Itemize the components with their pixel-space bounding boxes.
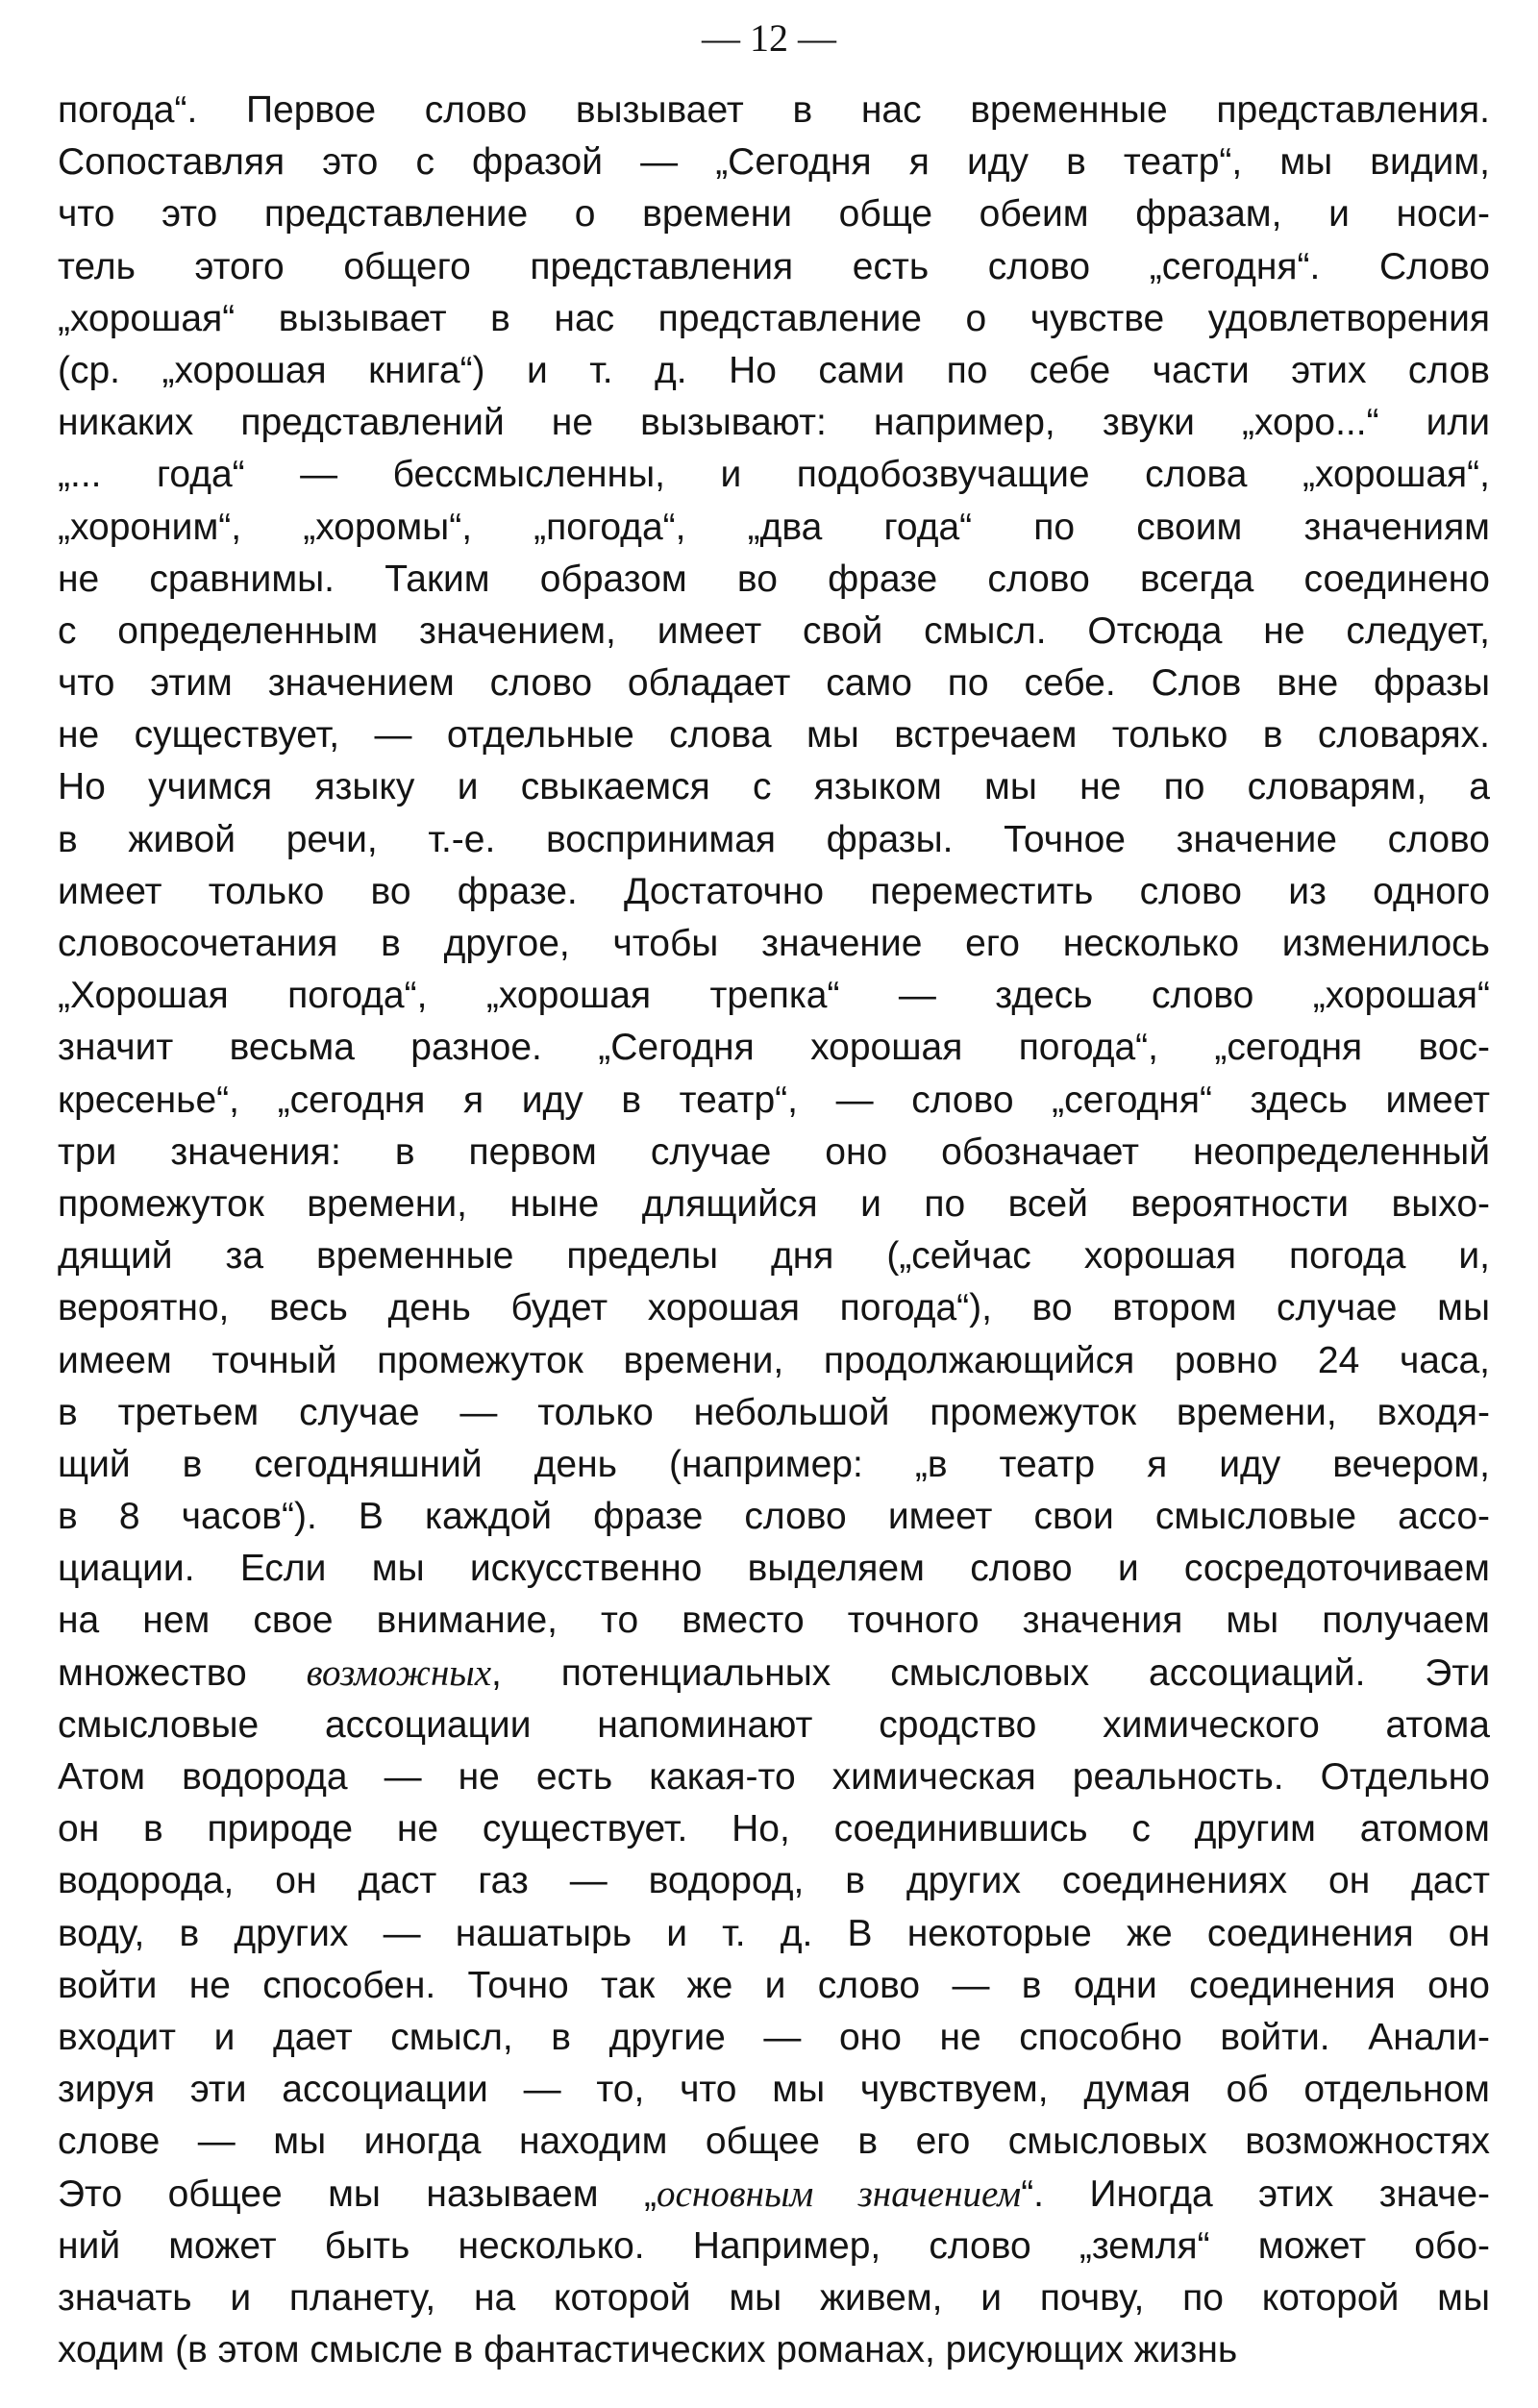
text-line: Но учимся языку и свыкаемся с языком мы не по словарям, а	[58, 766, 1490, 808]
italic-term: основным значением	[657, 2172, 1022, 2215]
text-line: ний может быть несколько. Например, слово „земля“ может обо-	[58, 2224, 1490, 2267]
text-line: слове — мы иногда находим общее в его смысловых возможностях	[58, 2121, 1490, 2163]
text-line: Атом водорода — не есть какая-то химическая реальность. Отдельно	[58, 1756, 1490, 1798]
text-line: „хороним“, „хоромы“, „погода“, „два года“ по своим значениям	[58, 506, 1490, 548]
text-line: Сопоставляя это с фразой — „Сегодня я иду в театр“, мы видим,	[58, 141, 1490, 184]
text-line: циации. Если мы искусственно выделяем слово и сосредоточиваем	[58, 1548, 1490, 1590]
text-segment: “. Иногда этих значе-	[1021, 2172, 1490, 2215]
text-line: щий в сегодняшний день (например: „в театр я иду вечером,	[58, 1443, 1490, 1485]
text-line: на нем свое внимание, то вместо точного значения мы получаем	[58, 1600, 1490, 1642]
text-line: имеем точный промежуток времени, продолжающийся ровно 24 часа,	[58, 1339, 1490, 1381]
text-line: (ср. „хорошая книга“) и т. д. Но сами по себе части этих слов	[58, 349, 1490, 391]
text-line	[58, 2169, 1490, 2221]
text-line: в третьем случае — только небольшой промежуток времени, входя-	[58, 1391, 1490, 1433]
page-number: — 12 —	[702, 16, 836, 60]
text-line: три значения: в первом случае оно обозначает неопределенный	[58, 1130, 1490, 1173]
text-line: погода“. Первое слово вызывает в нас временные представления.	[58, 89, 1490, 131]
text-line: „Хорошая погода“, „хорошая трепка“ — здесь слово „хорошая“	[58, 975, 1490, 1017]
text-line: не сравнимы. Таким образом во фразе слово всегда соединено	[58, 558, 1490, 600]
text-line	[58, 1648, 1490, 1700]
text-line: ходим (в этом смысле в фантастических романах, рисующих жизнь	[58, 2329, 1238, 2371]
text-line: в живой речи, т.-е. воспринимая фразы. Точное значение слово	[58, 818, 1490, 860]
text-line: водорода, он даст газ — водород, в других соединениях он даст	[58, 1860, 1490, 1902]
text-line: зируя эти ассоциации — то, что мы чувствуем, думая об отдельном	[58, 2069, 1490, 2111]
text-line: входит и дает смысл, в другие — оно не способно войти. Анали-	[58, 2016, 1490, 2058]
body-text	[58, 85, 1490, 2376]
text-line: промежуток времени, ныне длящийся и по всей вероятности выхо-	[58, 1182, 1490, 1225]
text-line: имеет только во фразе. Достаточно переместить слово из одного	[58, 870, 1490, 912]
text-line: „... года“ — бессмысленны, и подобозвучащие слова „хорошая“,	[58, 454, 1490, 496]
text-line: что это представление о времени обще обеим фразам, и носи-	[58, 193, 1490, 236]
text-line: смысловые ассоциации напоминают сродство химического атома	[58, 1703, 1490, 1746]
text-line: „хорошая“ вызывает в нас представление о чувстве удовлетворения	[58, 297, 1490, 339]
text-line: словосочетания в другое, чтобы значение его несколько изменилось	[58, 923, 1490, 964]
text-line: что этим значением слово обладает само по себе. Слов вне фразы	[58, 662, 1490, 705]
text-line: значать и планету, на которой мы живем, и почву, по которой мы	[58, 2276, 1490, 2319]
text-line: в 8 часов“). В каждой фразе слово имеет свои смысловые ассо-	[58, 1496, 1490, 1538]
text-segment: , потенциальных смысловых ассоциаций. Эти	[491, 1651, 1490, 1694]
text-segment: Это общее мы называем „	[58, 2172, 657, 2215]
italic-term: возможных	[306, 1651, 492, 1694]
text-line: он в природе не существует. Но, соединившись с другим атомом	[58, 1808, 1490, 1850]
text-line: воду, в других — нашатырь и т. д. В некоторые же соединения он	[58, 1912, 1490, 1954]
text-line: значит весьма разное. „Сегодня хорошая погода“, „сегодня вос-	[58, 1027, 1490, 1069]
text-line: с определенным значением, имеет свой смысл. Отсюда не следует,	[58, 609, 1490, 652]
text-line: не существует, — отдельные слова мы встречаем только в словарях.	[58, 714, 1490, 757]
text-line: тель этого общего представления есть слово „сегодня“. Слово	[58, 245, 1490, 287]
text-line: вероятно, весь день будет хорошая погода“), во втором случае мы	[58, 1287, 1490, 1329]
text-segment: множество	[58, 1651, 307, 1694]
text-line: войти не способен. Точно так же и слово — в одни соединения оно	[58, 1964, 1490, 2006]
text-line: дящий за временные пределы дня („сейчас хорошая погода и,	[58, 1235, 1490, 1278]
text-line: кресенье“, „сегодня я иду в театр“, — слово „сегодня“ здесь имеет	[58, 1079, 1490, 1121]
text-line: никаких представлений не вызывают: например, звуки „хоро...“ или	[58, 402, 1490, 444]
